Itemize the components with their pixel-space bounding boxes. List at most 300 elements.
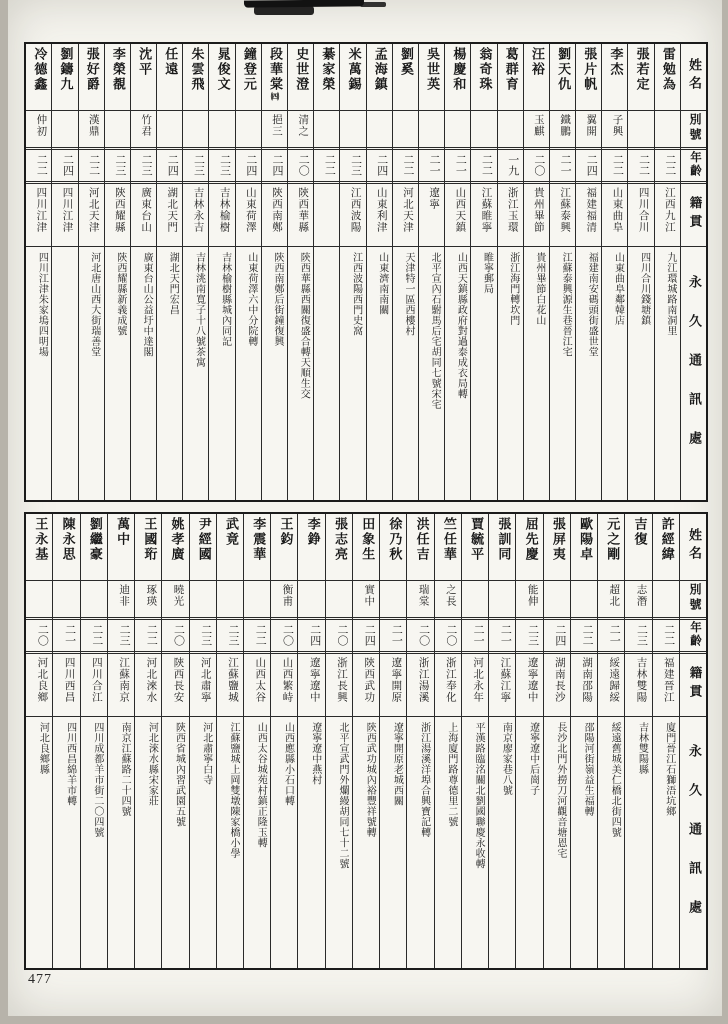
address-cell: 福建南安碼頭街盛世堂 bbox=[586, 252, 598, 357]
origin-cell: 江蘇南京 bbox=[108, 654, 134, 717]
name-cell bbox=[628, 44, 653, 111]
directory-table-bottom bbox=[24, 512, 708, 970]
address-cell: 陝西省城內習武園五號 bbox=[173, 722, 185, 827]
entry-name: 米萬錫 bbox=[346, 47, 362, 92]
entry-column bbox=[516, 514, 543, 968]
alias-cell bbox=[53, 581, 79, 620]
age-cell: 二三 bbox=[183, 150, 208, 184]
entry-column bbox=[489, 514, 516, 968]
alias-cell: 志潛 bbox=[625, 581, 651, 620]
age-cell: 二一 bbox=[489, 620, 515, 654]
entry-column bbox=[340, 44, 366, 500]
name-cell bbox=[576, 44, 601, 111]
name-cell bbox=[288, 44, 313, 111]
origin-cell: 河北良鄉 bbox=[26, 654, 52, 717]
age-cell: 二三 bbox=[105, 150, 130, 184]
entry-name: 屈先慶 bbox=[523, 517, 539, 562]
entry-name: 朱雲飛 bbox=[189, 47, 205, 92]
alias-cell bbox=[244, 581, 270, 620]
entry-column bbox=[157, 44, 183, 500]
age-cell: 二一 bbox=[445, 150, 470, 184]
origin-cell: 浙江奉化 bbox=[435, 654, 461, 717]
address-cell: 吉林榆樹縣城內同記 bbox=[219, 252, 231, 347]
name-cell bbox=[157, 44, 182, 111]
name-cell bbox=[393, 44, 418, 111]
entry-name: 孟海鎮 bbox=[372, 47, 388, 92]
header-address-label: 永久通訊處 bbox=[687, 744, 702, 939]
origin-cell: 吉林永吉 bbox=[183, 184, 208, 247]
origin-cell bbox=[314, 184, 339, 247]
alias-cell bbox=[380, 581, 406, 620]
entry-name: 陳永思 bbox=[60, 517, 76, 562]
address-cell: 江蘇泰興源生巷晉江宅 bbox=[560, 252, 572, 357]
age-cell: 二〇 bbox=[524, 150, 549, 184]
header-column bbox=[681, 44, 706, 500]
entry-name: 張片帆 bbox=[582, 47, 598, 92]
entry-column bbox=[79, 44, 105, 500]
address-cell: 睢寧郵局 bbox=[481, 252, 493, 294]
name-cell bbox=[353, 514, 379, 581]
address-cell: 山東濟南南關 bbox=[376, 252, 388, 315]
entry-name: 張志亮 bbox=[332, 517, 348, 562]
entry-column bbox=[598, 514, 625, 968]
entry-column bbox=[471, 44, 497, 500]
name-cell bbox=[498, 44, 523, 111]
address-cell: 浙江海門轉坎門 bbox=[507, 252, 519, 326]
alias-cell bbox=[445, 111, 470, 150]
alias-cell bbox=[190, 581, 216, 620]
entry-name: 鐘登元 bbox=[241, 47, 257, 92]
age-cell: 二一 bbox=[598, 620, 624, 654]
address-cell: 陝西耀縣新義成號 bbox=[114, 252, 126, 336]
alias-cell: 實中 bbox=[353, 581, 379, 620]
age-cell: 二二 bbox=[79, 150, 104, 184]
address-cell: 江西波陽西門史窩 bbox=[350, 252, 362, 336]
name-cell bbox=[419, 44, 444, 111]
alias-cell bbox=[183, 111, 208, 150]
address-cell: 天津特一區西樓村 bbox=[402, 252, 414, 336]
entry-name: 雷勉為 bbox=[660, 47, 676, 92]
origin-cell: 江西波陽 bbox=[340, 184, 365, 247]
directory-table-top bbox=[24, 42, 708, 502]
origin-cell: 山東曲阜 bbox=[602, 184, 627, 247]
entry-name: 賈毓平 bbox=[469, 517, 485, 562]
age-cell: 二〇 bbox=[326, 620, 352, 654]
address-cell: 四川合川錢塘鎮 bbox=[638, 252, 650, 326]
origin-cell: 河北淶水 bbox=[135, 654, 161, 717]
entry-column bbox=[209, 44, 235, 500]
entry-column bbox=[52, 44, 78, 500]
alias-cell: 之長 bbox=[435, 581, 461, 620]
entry-name: 李杰 bbox=[608, 47, 624, 77]
age-cell: 二二 bbox=[244, 620, 270, 654]
address-cell: 邵陽河街嶺益生福轉 bbox=[582, 722, 594, 817]
name-cell bbox=[162, 514, 188, 581]
address-cell: 九江環城路南洞里 bbox=[664, 252, 676, 336]
alias-cell bbox=[628, 111, 653, 150]
name-cell bbox=[471, 44, 496, 111]
entry-name: 萬中 bbox=[115, 517, 131, 547]
age-cell: 二一 bbox=[380, 620, 406, 654]
header-column bbox=[680, 514, 706, 968]
alias-cell: 漢鼎 bbox=[79, 111, 104, 150]
entry-name: 沈平 bbox=[137, 47, 153, 77]
alias-cell bbox=[498, 111, 523, 150]
header-age-label: 年齡 bbox=[680, 620, 706, 654]
alias-cell bbox=[393, 111, 418, 150]
entry-column bbox=[26, 44, 52, 500]
name-cell bbox=[190, 514, 216, 581]
entry-column bbox=[625, 514, 652, 968]
origin-cell: 福建福清 bbox=[576, 184, 601, 247]
address-cell: 四川江津朱家塢四明場 bbox=[36, 252, 48, 357]
origin-cell: 河北永年 bbox=[462, 654, 488, 717]
alias-cell: 清之 bbox=[288, 111, 313, 150]
origin-cell: 山西太谷 bbox=[244, 654, 270, 717]
origin-cell: 山東荷澤 bbox=[236, 184, 261, 247]
age-cell: 二〇 bbox=[435, 620, 461, 654]
alias-cell bbox=[653, 581, 679, 620]
name-cell bbox=[244, 514, 270, 581]
name-cell bbox=[445, 44, 470, 111]
address-cell: 山西太谷城苑村鎮正隆玉轉 bbox=[255, 722, 267, 848]
alias-cell bbox=[462, 581, 488, 620]
origin-cell: 四川合江 bbox=[81, 654, 107, 717]
scan-artifact-smudge bbox=[360, 2, 386, 7]
address-cell: 綏遠舊城美仁橋北街四號 bbox=[609, 722, 621, 838]
age-cell: 二四 bbox=[262, 150, 287, 184]
entry-name: 王國珩 bbox=[142, 517, 158, 562]
entry-column bbox=[190, 514, 217, 968]
entry-name: 劉奚 bbox=[398, 47, 414, 77]
name-cell bbox=[81, 514, 107, 581]
entry-column bbox=[262, 44, 288, 500]
name-cell bbox=[79, 44, 104, 111]
alias-cell: 挹三 bbox=[262, 111, 287, 150]
address-cell: 江蘇鹽城上岡雙墩陳家橋小學 bbox=[228, 722, 240, 859]
age-cell: 一九 bbox=[498, 150, 523, 184]
name-cell bbox=[602, 44, 627, 111]
age-cell: 二二 bbox=[655, 150, 680, 184]
origin-cell: 陝西華縣 bbox=[288, 184, 313, 247]
entry-column bbox=[407, 514, 434, 968]
entry-column bbox=[217, 514, 244, 968]
entry-column bbox=[393, 44, 419, 500]
name-cell bbox=[26, 44, 51, 111]
header-age-label: 年齡 bbox=[681, 150, 706, 184]
address-cell: 上海廈門路尊德里二號 bbox=[445, 722, 457, 827]
entry-column bbox=[550, 44, 576, 500]
origin-cell: 陝西耀縣 bbox=[105, 184, 130, 247]
age-cell: 二三 bbox=[625, 620, 651, 654]
alias-cell bbox=[489, 581, 515, 620]
entry-column bbox=[183, 44, 209, 500]
name-cell bbox=[625, 514, 651, 581]
entry-name: 吉復 bbox=[632, 517, 648, 547]
scanned-page bbox=[8, 0, 722, 1016]
age-cell: 二二 bbox=[471, 150, 496, 184]
header-name-label: 姓名 bbox=[680, 514, 706, 581]
alias-cell bbox=[471, 111, 496, 150]
origin-cell: 陝西武功 bbox=[353, 654, 379, 717]
name-cell bbox=[655, 44, 680, 111]
entry-column bbox=[544, 514, 571, 968]
address-cell: 北平宣內石駙馬后宅胡同七號宋宅 bbox=[429, 252, 441, 410]
origin-cell: 廣東台山 bbox=[131, 184, 156, 247]
name-cell bbox=[52, 44, 77, 111]
age-cell: 二三 bbox=[190, 620, 216, 654]
entry-name: 劉繼豪 bbox=[87, 517, 103, 562]
header-origin-label: 籍貫 bbox=[681, 184, 706, 247]
address-cell: 山西應縣小石口轉 bbox=[282, 722, 294, 806]
alias-cell: 衡甫 bbox=[271, 581, 297, 620]
origin-cell: 遼寧遼中 bbox=[516, 654, 542, 717]
entry-name: 葛群育 bbox=[503, 47, 519, 92]
entry-name: 吳世英 bbox=[425, 47, 441, 92]
address-cell: 四川西昌綿羊市轉 bbox=[64, 722, 76, 806]
age-cell: 二四 bbox=[367, 150, 392, 184]
entry-column bbox=[367, 44, 393, 500]
origin-cell: 山東利津 bbox=[367, 184, 392, 247]
age-cell: 二一 bbox=[53, 620, 79, 654]
entry-column bbox=[655, 44, 681, 500]
address-cell: 河北淶水縣宋家莊 bbox=[146, 722, 158, 806]
age-cell: 二二 bbox=[653, 620, 679, 654]
origin-cell: 江蘇鹽城 bbox=[217, 654, 243, 717]
entry-name: 任遠 bbox=[163, 47, 179, 77]
address-cell: 陝西華縣西關復盛合轉天順生交 bbox=[298, 252, 310, 399]
address-cell: 河北唐山西大街瑞善堂 bbox=[88, 252, 100, 357]
name-cell bbox=[407, 514, 433, 581]
alias-cell bbox=[26, 581, 52, 620]
address-cell: 廈門晉江石獅浯坑鄉 bbox=[663, 722, 675, 817]
entry-name: 姚孝廣 bbox=[169, 517, 185, 562]
name-cell bbox=[653, 514, 679, 581]
name-cell bbox=[183, 44, 208, 111]
age-cell: 二二 bbox=[393, 150, 418, 184]
entry-column bbox=[435, 514, 462, 968]
origin-cell: 湖南長沙 bbox=[544, 654, 570, 717]
origin-cell: 江蘇睢寧 bbox=[471, 184, 496, 247]
entry-column bbox=[162, 514, 189, 968]
age-cell: 二三 bbox=[209, 150, 234, 184]
origin-cell: 四川江津 bbox=[26, 184, 51, 247]
entry-column bbox=[131, 44, 157, 500]
alias-cell bbox=[367, 111, 392, 150]
alias-cell bbox=[52, 111, 77, 150]
name-cell bbox=[26, 514, 52, 581]
page-number: 477 bbox=[28, 972, 52, 987]
name-cell bbox=[314, 44, 339, 111]
entry-column bbox=[105, 44, 131, 500]
address-cell: 吉林雙陽縣 bbox=[636, 722, 648, 775]
name-cell bbox=[271, 514, 297, 581]
age-cell: 二三 bbox=[131, 150, 156, 184]
entry-name: 徐乃秋 bbox=[387, 517, 403, 562]
origin-cell: 浙江玉環 bbox=[498, 184, 523, 247]
header-address-label: 永久通訊處 bbox=[687, 275, 702, 470]
entry-column bbox=[445, 44, 471, 500]
origin-cell: 四川江津 bbox=[52, 184, 77, 247]
entry-name: 元之剛 bbox=[605, 517, 621, 562]
address-cell: 河北肅寧白寺 bbox=[200, 722, 212, 785]
entry-name: 李震華 bbox=[251, 517, 267, 562]
origin-cell: 陝西南鄭 bbox=[262, 184, 287, 247]
name-cell bbox=[544, 514, 570, 581]
name-cell bbox=[135, 514, 161, 581]
entry-column bbox=[462, 514, 489, 968]
entry-column bbox=[288, 44, 314, 500]
alias-cell: 琢瑛 bbox=[135, 581, 161, 620]
name-cell bbox=[367, 44, 392, 111]
alias-cell: 鐵鵬 bbox=[550, 111, 575, 150]
age-cell: 二四 bbox=[353, 620, 379, 654]
alias-cell bbox=[157, 111, 182, 150]
header-name-label: 姓名 bbox=[681, 44, 706, 111]
address-cell: 陝西武功城內裕豐祥號轉 bbox=[364, 722, 376, 838]
age-cell: 二四 bbox=[236, 150, 261, 184]
alias-cell: 子興 bbox=[602, 111, 627, 150]
address-cell: 陝西南鄭后街鐘復興 bbox=[272, 252, 283, 347]
origin-cell: 湖南邵陽 bbox=[571, 654, 597, 717]
entry-column bbox=[419, 44, 445, 500]
origin-cell: 江蘇泰興 bbox=[550, 184, 575, 247]
age-cell: 二三 bbox=[108, 620, 134, 654]
address-cell bbox=[314, 247, 339, 500]
alias-cell: 曉光 bbox=[162, 581, 188, 620]
address-cell: 湖北天門宏昌 bbox=[167, 252, 179, 315]
entry-name: 汪裕 bbox=[529, 47, 545, 77]
header-origin-label: 籍貫 bbox=[680, 654, 706, 717]
entry-column bbox=[271, 514, 298, 968]
entry-column bbox=[498, 44, 524, 500]
name-cell bbox=[340, 44, 365, 111]
entry-name: 竺任華 bbox=[441, 517, 457, 562]
age-cell: 二二 bbox=[81, 620, 107, 654]
name-cell bbox=[571, 514, 597, 581]
entry-column bbox=[602, 44, 628, 500]
entry-column bbox=[26, 514, 53, 968]
origin-cell: 貴州畢節 bbox=[524, 184, 549, 247]
header-alias-label: 別號 bbox=[681, 111, 706, 150]
entry-column bbox=[628, 44, 654, 500]
scan-artifact-smudge bbox=[254, 6, 314, 15]
origin-cell: 陝西長安 bbox=[162, 654, 188, 717]
entry-name: 冷德鑫 bbox=[32, 47, 48, 92]
entry-name: 張若定 bbox=[634, 47, 650, 92]
age-cell: 二一 bbox=[419, 150, 444, 184]
age-cell: 二二 bbox=[26, 150, 51, 184]
alias-cell: 迪非 bbox=[108, 581, 134, 620]
origin-cell: 四川合川 bbox=[628, 184, 653, 247]
origin-cell: 四川西昌 bbox=[53, 654, 79, 717]
address-cell: 四川成都羊市街二〇四號 bbox=[91, 722, 103, 838]
name-cell bbox=[209, 44, 234, 111]
entry-column bbox=[380, 514, 407, 968]
entry-column bbox=[53, 514, 80, 968]
alias-cell bbox=[571, 581, 597, 620]
origin-cell: 山西天鎮 bbox=[445, 184, 470, 247]
address-cell: 平漢路臨洺關北劉國聯慶永收轉 bbox=[473, 722, 485, 869]
name-cell bbox=[298, 514, 324, 581]
origin-cell: 河北天津 bbox=[79, 184, 104, 247]
entry-name: 田象生 bbox=[360, 517, 376, 562]
entry-name: 張好爵 bbox=[84, 47, 100, 92]
origin-cell: 遼寧遼中 bbox=[298, 654, 324, 717]
entry-name: 李錚 bbox=[305, 517, 321, 547]
name-cell bbox=[262, 44, 287, 111]
origin-cell: 江蘇江寧 bbox=[489, 654, 515, 717]
entry-column bbox=[571, 514, 598, 968]
age-cell: 二二 bbox=[135, 620, 161, 654]
origin-cell: 河北肅寧 bbox=[190, 654, 216, 717]
entry-name: 晁俊文 bbox=[215, 47, 231, 92]
address-cell: 山西天鎮縣政府對過泰成衣局轉 bbox=[455, 252, 467, 399]
alias-cell bbox=[217, 581, 243, 620]
entry-name-note: ㈣ bbox=[270, 92, 280, 101]
alias-cell: 玉麒 bbox=[524, 111, 549, 150]
age-cell: 二四 bbox=[576, 150, 601, 184]
name-cell bbox=[217, 514, 243, 581]
name-cell bbox=[524, 44, 549, 111]
origin-cell: 綏遠歸綏 bbox=[598, 654, 624, 717]
entry-column bbox=[236, 44, 262, 500]
age-cell: 二四 bbox=[298, 620, 324, 654]
entry-column bbox=[135, 514, 162, 968]
address-cell: 山東荷澤六中分院轉 bbox=[245, 252, 257, 347]
age-cell: 二一 bbox=[462, 620, 488, 654]
entry-name: 綦家榮 bbox=[320, 47, 336, 92]
address-cell: 遼寧遼中燕村 bbox=[309, 722, 321, 785]
entry-name: 武竟 bbox=[224, 517, 240, 547]
alias-cell: 能伸 bbox=[516, 581, 542, 620]
entry-name: 尹經國 bbox=[196, 517, 212, 562]
entry-column bbox=[353, 514, 380, 968]
age-cell: 二二 bbox=[628, 150, 653, 184]
age-cell: 二一 bbox=[550, 150, 575, 184]
alias-cell bbox=[419, 111, 444, 150]
age-cell: 二〇 bbox=[26, 620, 52, 654]
alias-cell: 仲初 bbox=[26, 111, 51, 150]
name-cell bbox=[326, 514, 352, 581]
entry-column bbox=[81, 514, 108, 968]
entry-name: 楊慶和 bbox=[451, 47, 467, 92]
entry-name: 劉鑄九 bbox=[58, 47, 74, 92]
age-cell: 二三 bbox=[340, 150, 365, 184]
origin-cell: 福建晉江 bbox=[653, 654, 679, 717]
age-cell: 二〇 bbox=[407, 620, 433, 654]
entry-column bbox=[298, 514, 325, 968]
alias-cell: 翼開 bbox=[576, 111, 601, 150]
address-cell: 遼寧遼中后崗子 bbox=[527, 722, 539, 796]
name-cell bbox=[435, 514, 461, 581]
header-alias-label: 別號 bbox=[680, 581, 706, 620]
alias-cell bbox=[326, 581, 352, 620]
origin-cell: 吉林榆樹 bbox=[209, 184, 234, 247]
origin-cell: 湖北天門 bbox=[157, 184, 182, 247]
address-cell bbox=[52, 247, 77, 500]
origin-cell: 吉林雙陽 bbox=[625, 654, 651, 717]
origin-cell: 遼寧 bbox=[419, 184, 444, 247]
address-cell: 廣東台山公益圩中達閣 bbox=[141, 252, 153, 357]
entry-name: 張訓同 bbox=[496, 517, 512, 562]
name-cell bbox=[105, 44, 130, 111]
age-cell: 二三 bbox=[516, 620, 542, 654]
entry-name: 李榮覩 bbox=[110, 47, 126, 92]
entry-name: 翁奇珠 bbox=[477, 47, 493, 92]
name-cell bbox=[550, 44, 575, 111]
origin-cell: 江西九江 bbox=[655, 184, 680, 247]
